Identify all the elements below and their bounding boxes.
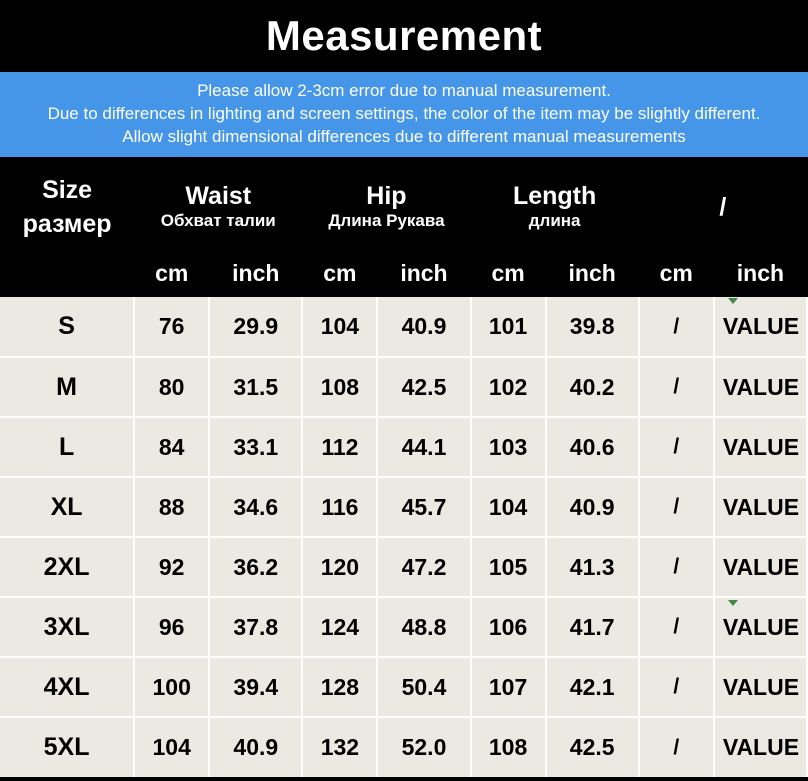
cell-waist-inch: 31.5 [209,357,302,417]
unit-length-cm: cm [471,257,546,297]
cell-waist-inch: 34.6 [209,477,302,537]
header-group-hip-en: Hip [366,181,407,210]
cell-waist-cm: 96 [134,597,209,657]
cell-length-inch: 40.6 [546,417,639,477]
cell-hip-cm: 108 [302,357,377,417]
table-row [0,537,807,597]
unit-hip-inch: inch [377,257,470,297]
cell-extra-inch: VALUE [714,417,807,477]
size-table-body [0,297,807,777]
header-group-length [471,157,639,257]
cell-hip-inch: 42.5 [377,357,470,417]
cell-extra-inch: VALUE [714,717,807,777]
cell-hip-inch: 44.1 [377,417,470,477]
header-group-hip [302,157,470,257]
cell-hip-cm: 132 [302,717,377,777]
header-group-extra [639,157,807,257]
unit-extra-inch: inch [714,257,807,297]
page-title: Measurement [265,12,543,59]
cell-waist-cm: 92 [134,537,209,597]
cell-waist-cm: 80 [134,357,209,417]
cell-length-cm: 107 [471,657,546,717]
cell-waist-cm: 88 [134,477,209,537]
header-size-ru: размер [22,210,112,238]
cell-extra-cm: / [639,357,714,417]
cell-length-cm: 106 [471,597,546,657]
cell-hip-inch: 45.7 [377,477,470,537]
chart-title-bar [0,0,808,72]
table-header-groups [0,157,807,257]
table-header-units [0,257,807,297]
disclaimer-line-2: Due to differences in lighting and screen settings, the color of the item may be slightly different. [47,104,761,123]
cell-extra-inch: VALUE [714,357,807,417]
cell-length-inch: 42.5 [546,717,639,777]
cell-extra-cm: / [639,717,714,777]
cell-hip-inch: 50.4 [377,657,470,717]
cell-waist-inch: 36.2 [209,537,302,597]
cell-extra-cm: / [639,537,714,597]
header-group-waist [134,157,302,257]
cell-waist-inch: 29.9 [209,297,302,357]
cell-waist-inch: 40.9 [209,717,302,777]
cell-size: 5XL [0,717,134,777]
cell-size: 2XL [0,537,134,597]
cell-hip-cm: 128 [302,657,377,717]
cell-hip-cm: 116 [302,477,377,537]
cell-size: S [0,297,134,357]
cell-waist-cm: 100 [134,657,209,717]
cell-length-inch: 41.3 [546,537,639,597]
cell-size: M [0,357,134,417]
table-row [0,477,807,537]
column-tick-icon [728,298,738,304]
table-row [0,717,807,777]
cell-extra-cm: / [639,597,714,657]
cell-size: 4XL [0,657,134,717]
cell-hip-inch: 47.2 [377,537,470,597]
column-tick-icon [728,600,738,606]
unit-length-inch: inch [546,257,639,297]
cell-extra-inch: VALUE [714,297,807,357]
disclaimer-line-3: Allow slight dimensional differences due to different manual measurements [122,127,686,146]
cell-hip-cm: 120 [302,537,377,597]
header-size-en: Size [42,176,93,204]
cell-size: L [0,417,134,477]
cell-extra-inch: VALUE [714,657,807,717]
unit-waist-inch: inch [209,257,302,297]
cell-length-cm: 105 [471,537,546,597]
cell-length-inch: 40.2 [546,357,639,417]
cell-length-cm: 101 [471,297,546,357]
cell-hip-cm: 104 [302,297,377,357]
unit-hip-cm: cm [302,257,377,297]
cell-length-cm: 102 [471,357,546,417]
unit-extra-cm: cm [639,257,714,297]
cell-extra-cm: / [639,297,714,357]
table-row [0,297,807,357]
disclaimer-line-1: Please allow 2-3cm error due to manual measurement. [197,81,611,100]
cell-hip-inch: 40.9 [377,297,470,357]
cell-extra-inch: VALUE [714,597,807,657]
cell-length-cm: 103 [471,417,546,477]
cell-waist-cm: 104 [134,717,209,777]
cell-extra-cm: / [639,657,714,717]
cell-waist-cm: 84 [134,417,209,477]
unit-spacer [0,257,134,297]
cell-extra-inch: VALUE [714,477,807,537]
cell-length-inch: 41.7 [546,597,639,657]
cell-waist-inch: 39.4 [209,657,302,717]
cell-hip-inch: 52.0 [377,717,470,777]
cell-length-inch: 39.8 [546,297,639,357]
header-group-waist-en: Waist [185,181,252,210]
header-size-cell [0,157,134,257]
table-row [0,657,807,717]
cell-length-inch: 42.1 [546,657,639,717]
table-row [0,357,807,417]
table-row [0,417,807,477]
header-group-length-ru: длина [528,210,581,230]
cell-length-inch: 40.9 [546,477,639,537]
cell-extra-cm: / [639,417,714,477]
cell-hip-cm: 124 [302,597,377,657]
size-table-wrap [0,157,808,777]
header-group-length-en: Length [512,181,597,210]
header-group-waist-ru: Обхват талии [160,210,276,230]
cell-length-cm: 104 [471,477,546,537]
cell-length-cm: 108 [471,717,546,777]
cell-size: 3XL [0,597,134,657]
cell-extra-cm: / [639,477,714,537]
size-table [0,157,808,777]
disclaimer-block [0,72,808,157]
cell-waist-inch: 33.1 [209,417,302,477]
cell-hip-inch: 48.8 [377,597,470,657]
cell-waist-cm: 76 [134,297,209,357]
header-group-hip-ru: Длина Рукава [328,210,445,230]
cell-waist-inch: 37.8 [209,597,302,657]
table-row [0,597,807,657]
cell-extra-inch: VALUE [714,537,807,597]
cell-hip-cm: 112 [302,417,377,477]
header-group-extra-en: / [719,192,727,221]
cell-size: XL [0,477,134,537]
unit-waist-cm: cm [134,257,209,297]
